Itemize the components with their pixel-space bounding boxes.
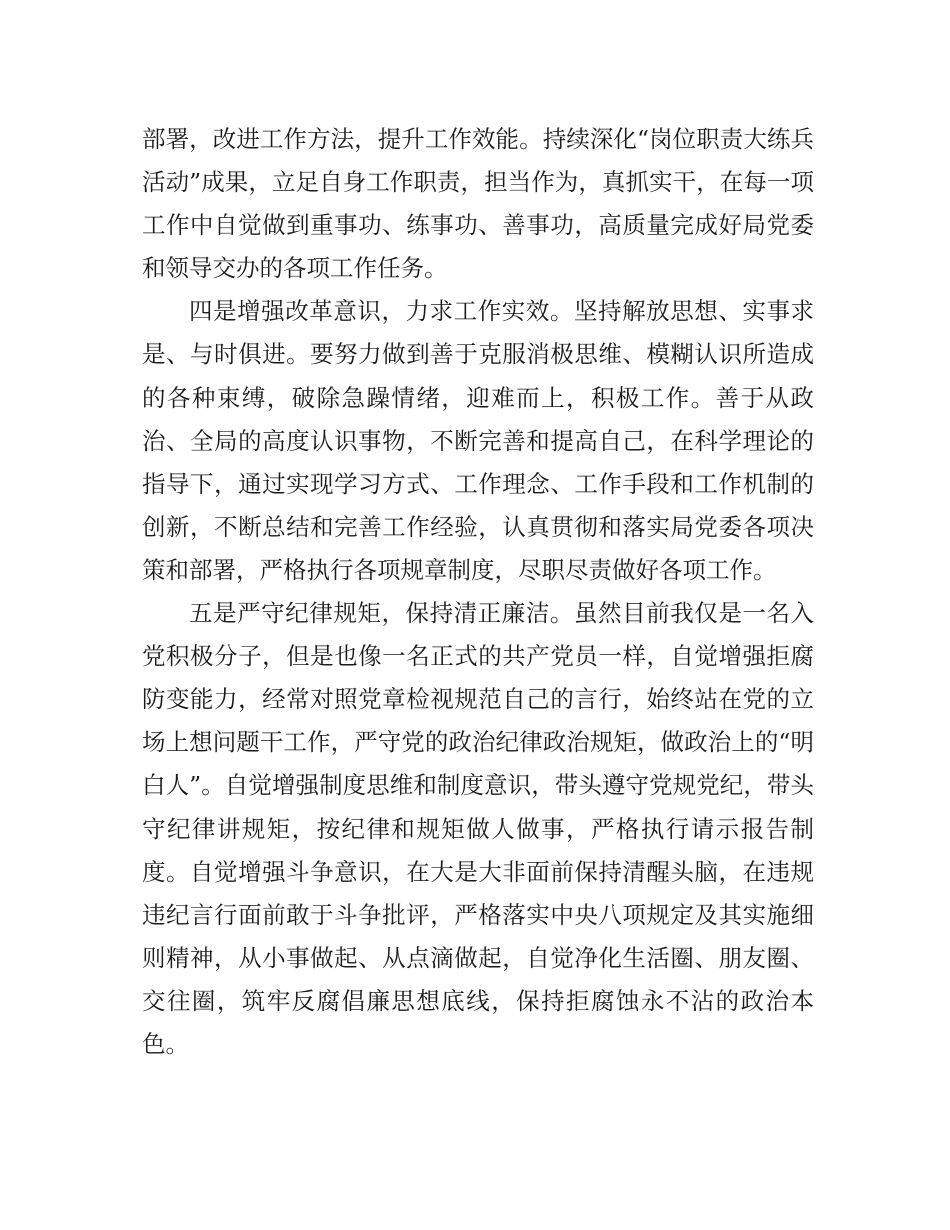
paragraph-point-four: 四是增强改革意识，力求工作实效。坚持解放思想、实事求是、与时俱进。要努力做到善于克服消极思维、模糊认识所造成的各种束缚，破除急躁情绪，迎难而上，积极工作。善于从政治、全局的高度认识事物，不断完善和提高自己，在科学理论的指导下，通过实现学习方式、工作理念、工作手段和工作机制的创新，不断总结和完善工作经验，认真贯彻和落实局党委各项决策和部署，严格执行各项规章制度，尽职尽责做好各项工作。	[142, 297, 814, 584]
document-body	[142, 118, 814, 1066]
paragraph-point-five: 五是严守纪律规矩，保持清正廉洁。虽然目前我仅是一名入党积极分子，但是也像一名正式的共产党员一样，自觉增强拒腐防变能力，经常对照党章检视规范自己的言行，始终站在党的立场上想问题干工作，严守党的政治纪律政治规矩，做政治上的“明白人”。自觉增强制度思维和制度意识，带头遵守党规党纪，带头守纪律讲规矩，按纪律和规矩做人做事，严格执行请示报告制度。自觉增强斗争意识，在大是大非面前保持清醒头脑，在违规违纪言行面前敢于斗争批评，严格落实中央八项规定及其实施细则精神，从小事做起、从点滴做起，自觉净化生活圈、朋友圈、交往圈，筑牢反腐倡廉思想底线，保持拒腐蚀永不沾的政治本色。	[142, 599, 814, 1058]
paragraph-continuation: 部署，改进工作方法，提升工作效能。持续深化“岗位职责大练兵活动”成果，立足自身工作职责，担当作为，真抓实干，在每一项工作中自觉做到重事功、练事功、善事功，高质量完成好局党委和领导交办的各项工作任务。	[142, 125, 814, 283]
